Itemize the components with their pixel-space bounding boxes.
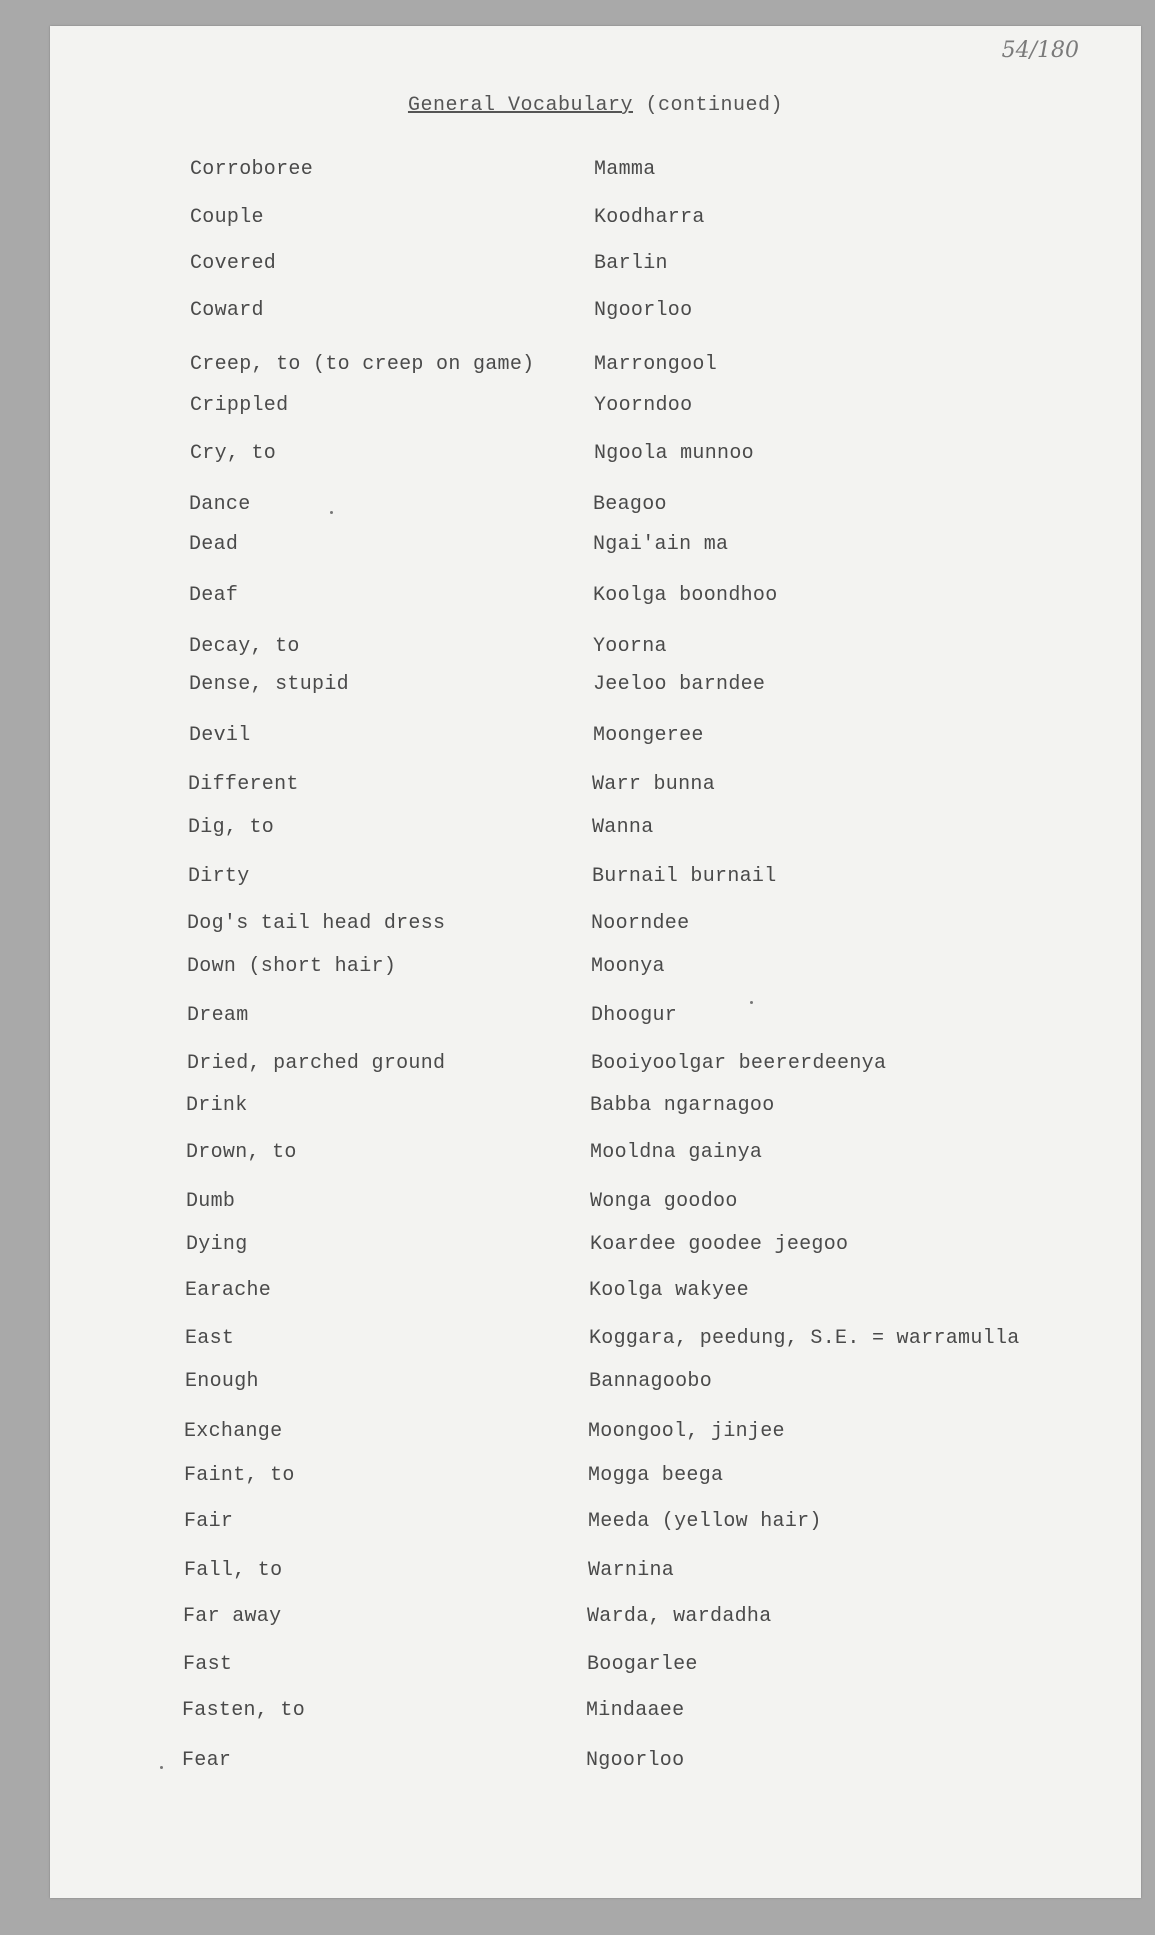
aboriginal-term: Mooldna gainya xyxy=(590,1141,763,1164)
vocabulary-entry xyxy=(50,1559,1141,1589)
english-term: Devil xyxy=(189,724,251,747)
vocabulary-entry xyxy=(50,1420,1141,1450)
vocabulary-entry xyxy=(50,1510,1141,1540)
english-term: Fasten, to xyxy=(182,1699,306,1722)
aboriginal-term: Babba ngarnagoo xyxy=(590,1094,775,1117)
vocabulary-entry xyxy=(50,1233,1141,1263)
english-term: Down (short hair) xyxy=(187,955,397,978)
english-term: Drown, to xyxy=(186,1141,297,1164)
vocabulary-entry xyxy=(50,1464,1141,1494)
aboriginal-term: Beagoo xyxy=(593,493,667,516)
aboriginal-term: Yoorna xyxy=(593,635,667,658)
vocabulary-entry xyxy=(50,865,1141,895)
vocabulary-entry xyxy=(50,1190,1141,1220)
english-term: Fear xyxy=(182,1749,232,1772)
aboriginal-term: Booiyoolgar beererdeenya xyxy=(591,1052,887,1075)
english-term: Creep, to (to creep on game) xyxy=(190,353,535,376)
aboriginal-term: Ngoorloo xyxy=(586,1749,685,1772)
english-term: Earache xyxy=(185,1279,272,1302)
aboriginal-term: Burnail burnail xyxy=(592,865,777,888)
english-term: Dumb xyxy=(186,1190,236,1213)
title-main: General Vocabulary xyxy=(407,94,633,117)
vocabulary-entry xyxy=(50,299,1141,329)
vocabulary-entry xyxy=(50,1653,1141,1683)
english-term: Dead xyxy=(189,533,239,556)
aboriginal-term: Marrongool xyxy=(594,353,718,376)
english-term: Coward xyxy=(190,299,264,322)
english-term: Fast xyxy=(183,1653,233,1676)
aboriginal-term: Jeeloo barndee xyxy=(593,673,766,696)
aboriginal-term: Yoorndoo xyxy=(594,394,693,417)
english-term: Covered xyxy=(190,252,277,275)
aboriginal-term: Noorndee xyxy=(591,912,690,935)
vocabulary-entry xyxy=(50,442,1141,472)
aboriginal-term: Warr bunna xyxy=(592,773,716,796)
title-continued: (continued) xyxy=(645,94,784,117)
page-title xyxy=(50,94,1141,117)
aboriginal-term: Ngoola munnoo xyxy=(594,442,754,465)
aboriginal-term: Mindaaee xyxy=(586,1699,685,1722)
english-term: Enough xyxy=(185,1370,259,1393)
aboriginal-term: Koolga wakyee xyxy=(589,1279,749,1302)
vocabulary-entry xyxy=(50,1141,1141,1171)
vocabulary-entry xyxy=(50,816,1141,846)
vocabulary-entry xyxy=(50,1370,1141,1400)
english-term: Crippled xyxy=(190,394,289,417)
english-term: Drink xyxy=(186,1094,248,1117)
vocabulary-entry xyxy=(50,584,1141,614)
aboriginal-term: Boogarlee xyxy=(587,1653,698,1676)
aboriginal-term: Koggara, peedung, S.E. = warramulla xyxy=(589,1327,1020,1350)
vocabulary-entry xyxy=(50,158,1141,188)
aboriginal-term: Bannagoobo xyxy=(589,1370,713,1393)
aboriginal-term: Mamma xyxy=(594,158,656,181)
aboriginal-term: Mogga beega xyxy=(588,1464,724,1487)
aboriginal-term: Wonga goodoo xyxy=(590,1190,738,1213)
english-term: Corroboree xyxy=(190,158,314,181)
english-term: Faint, to xyxy=(184,1464,295,1487)
english-term: Dying xyxy=(186,1233,248,1256)
vocabulary-entry xyxy=(50,1749,1141,1779)
english-term: Dog's tail head dress xyxy=(187,912,446,935)
vocabulary-entry xyxy=(50,673,1141,703)
folio-number: 54/180 xyxy=(1001,38,1079,63)
aboriginal-term: Dhoogur xyxy=(591,1004,678,1027)
paper-speck xyxy=(160,1766,163,1769)
aboriginal-term: Warda, wardadha xyxy=(587,1605,772,1628)
vocabulary-entry xyxy=(50,533,1141,563)
aboriginal-term: Koolga boondhoo xyxy=(593,584,778,607)
english-term: Dried, parched ground xyxy=(187,1052,446,1075)
english-term: Cry, to xyxy=(190,442,277,465)
aboriginal-term: Moongool, jinjee xyxy=(588,1420,785,1443)
vocabulary-entry xyxy=(50,912,1141,942)
vocabulary-entry xyxy=(50,493,1141,523)
aboriginal-term: Koardee goodee jeegoo xyxy=(590,1233,849,1256)
aboriginal-term: Wanna xyxy=(592,816,654,839)
english-term: Different xyxy=(188,773,299,796)
aboriginal-term: Koodharra xyxy=(594,206,705,229)
english-term: Decay, to xyxy=(189,635,300,658)
english-term: Deaf xyxy=(189,584,239,607)
english-term: Exchange xyxy=(184,1420,283,1443)
document-page xyxy=(50,26,1141,1898)
vocabulary-entry xyxy=(50,206,1141,236)
vocabulary-entry xyxy=(50,635,1141,665)
paper-speck xyxy=(750,1001,753,1004)
vocabulary-entry xyxy=(50,724,1141,754)
english-term: Fair xyxy=(184,1510,234,1533)
english-term: Dirty xyxy=(188,865,250,888)
vocabulary-entry xyxy=(50,353,1141,383)
english-term: Dream xyxy=(187,1004,249,1027)
aboriginal-term: Moonya xyxy=(591,955,665,978)
vocabulary-entry xyxy=(50,773,1141,803)
aboriginal-term: Ngai'ain ma xyxy=(593,533,729,556)
vocabulary-entry xyxy=(50,1605,1141,1635)
vocabulary-entry xyxy=(50,252,1141,282)
vocabulary-entry xyxy=(50,1327,1141,1357)
vocabulary-entry xyxy=(50,1094,1141,1124)
vocabulary-entry xyxy=(50,1052,1141,1082)
english-term: Couple xyxy=(190,206,264,229)
aboriginal-term: Ngoorloo xyxy=(594,299,693,322)
english-term: Dense, stupid xyxy=(189,673,349,696)
aboriginal-term: Moongeree xyxy=(593,724,704,747)
english-term: Far away xyxy=(183,1605,282,1628)
english-term: East xyxy=(185,1327,235,1350)
vocabulary-entry xyxy=(50,1004,1141,1034)
vocabulary-entry xyxy=(50,955,1141,985)
aboriginal-term: Warnina xyxy=(588,1559,675,1582)
english-term: Dance xyxy=(189,493,251,516)
vocabulary-entry xyxy=(50,1699,1141,1729)
vocabulary-entry xyxy=(50,1279,1141,1309)
english-term: Fall, to xyxy=(184,1559,283,1582)
aboriginal-term: Barlin xyxy=(594,252,668,275)
english-term: Dig, to xyxy=(188,816,275,839)
aboriginal-term: Meeda (yellow hair) xyxy=(588,1510,822,1533)
vocabulary-entry xyxy=(50,394,1141,424)
paper-speck xyxy=(330,511,333,514)
